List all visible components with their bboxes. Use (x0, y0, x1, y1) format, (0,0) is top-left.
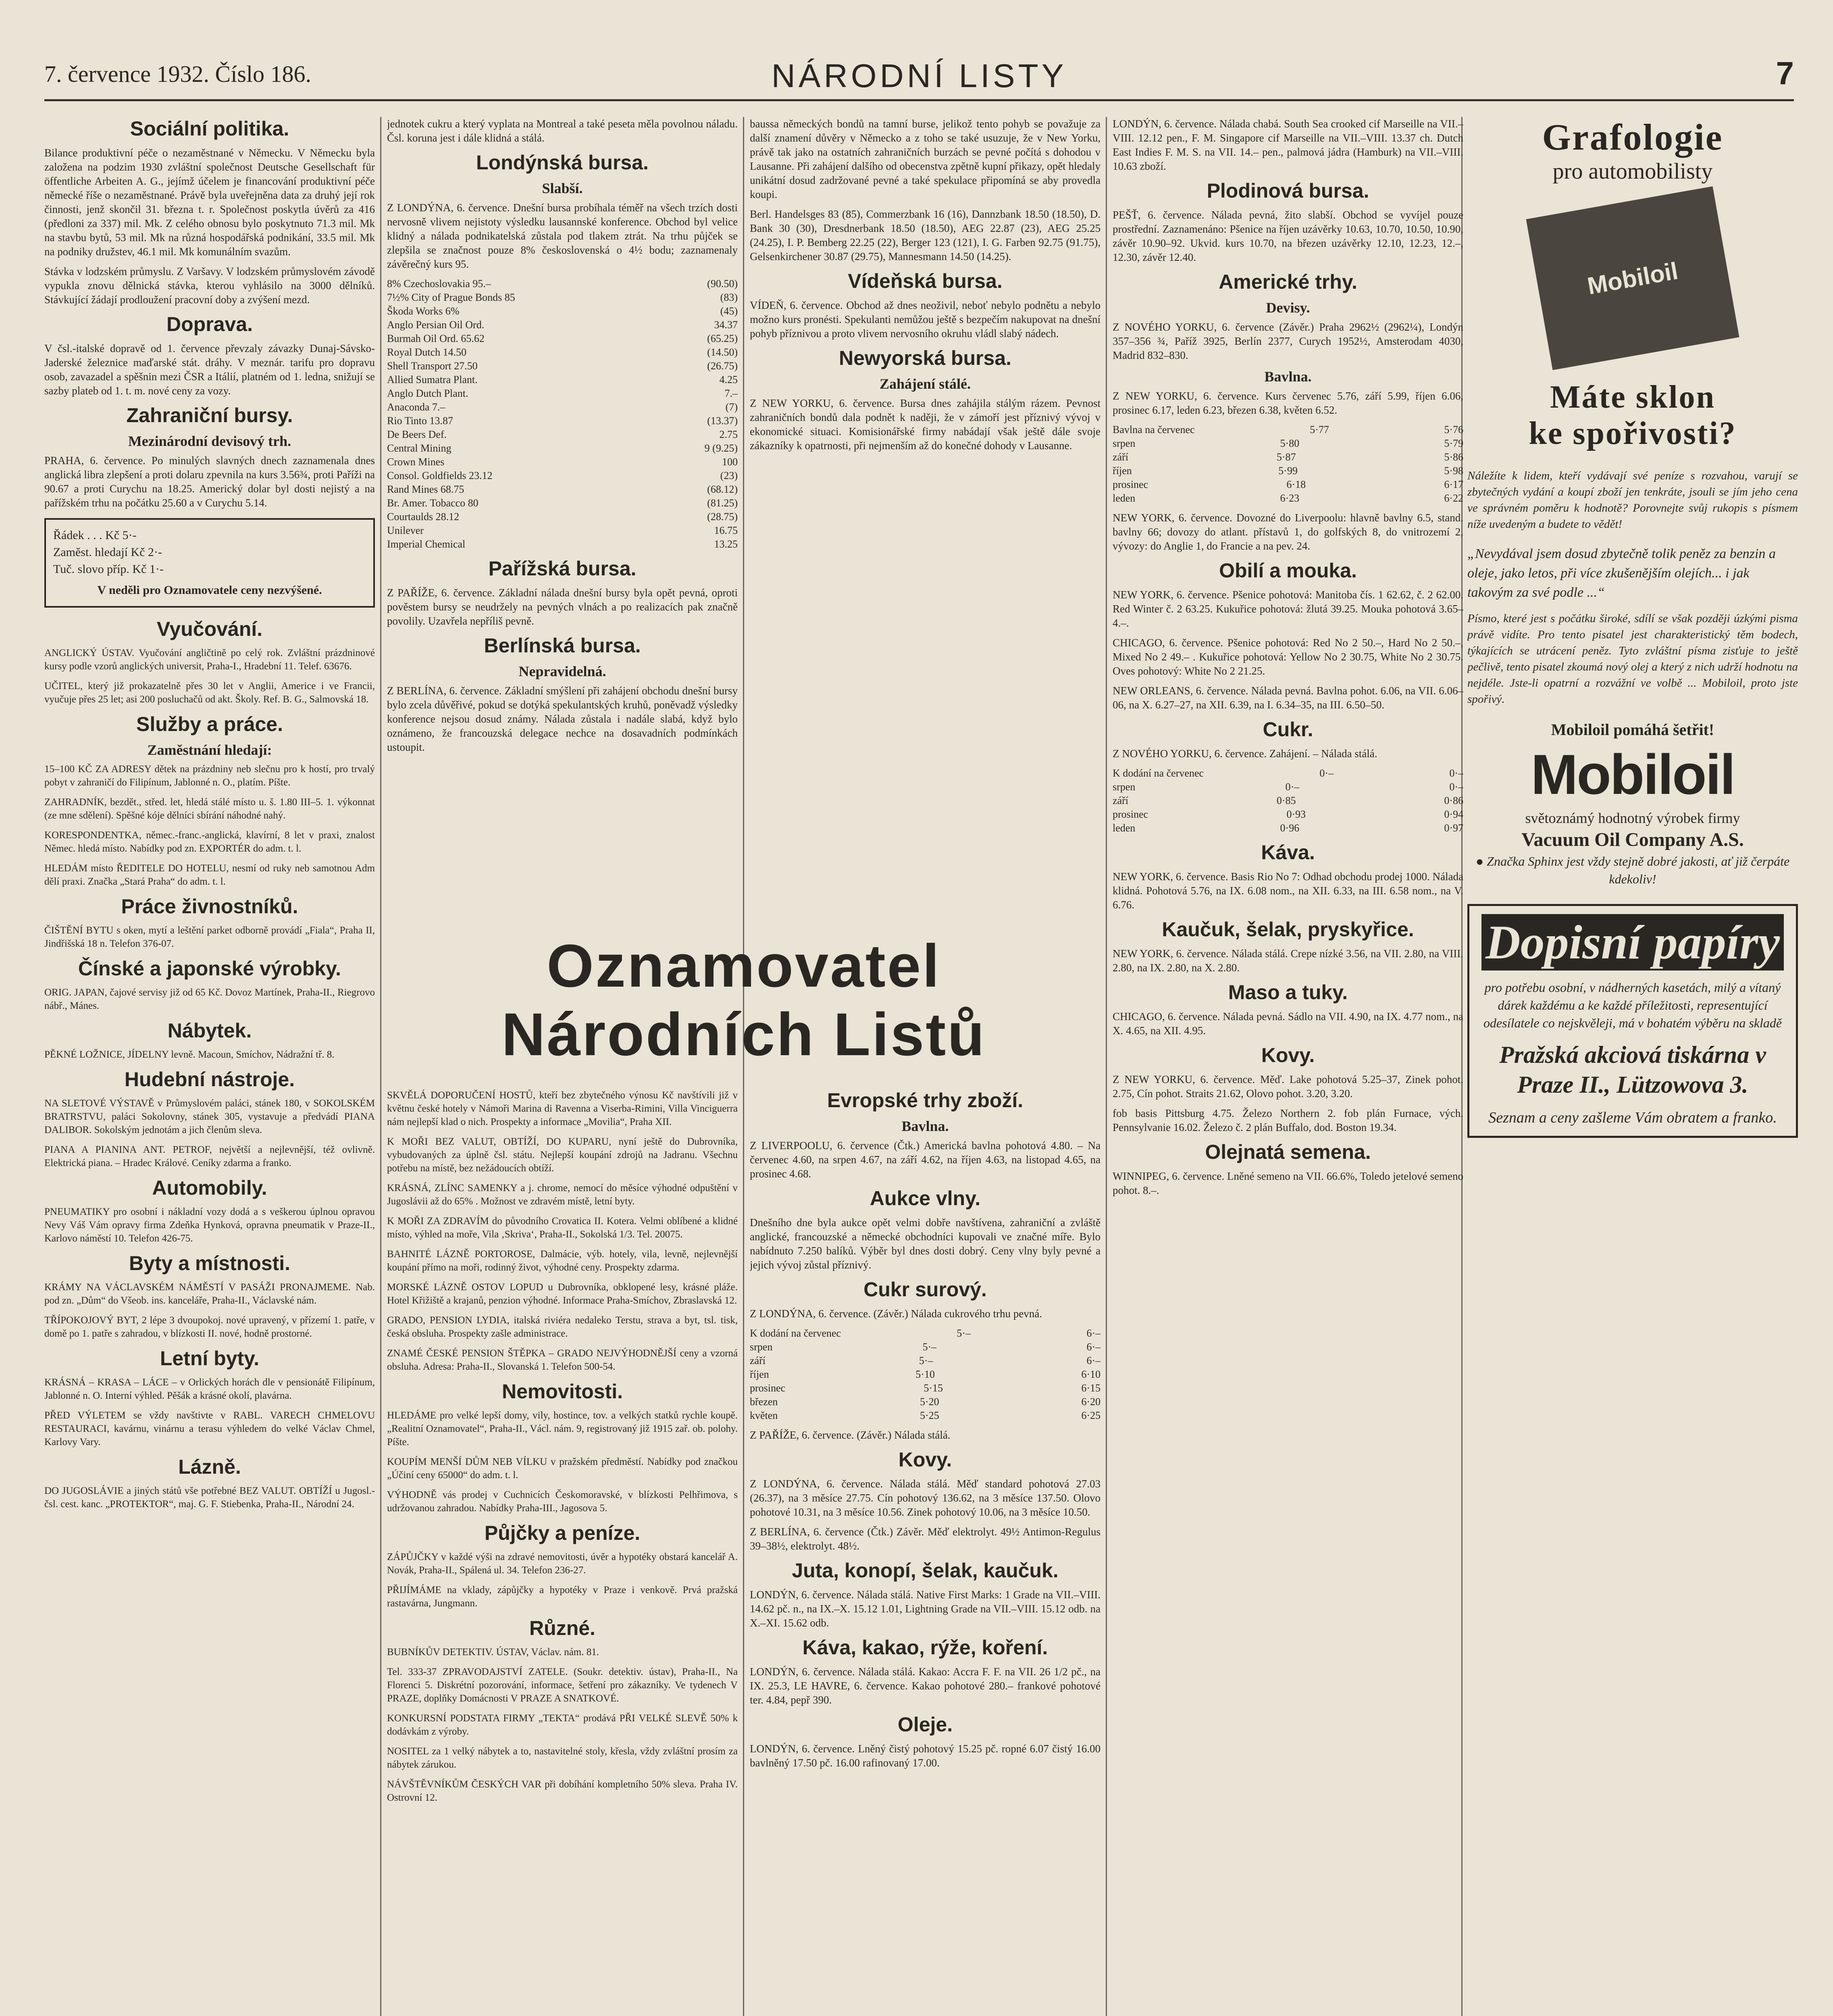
table-cell: květen (750, 1410, 778, 1421)
table-cell: 16.75 (714, 525, 738, 536)
section-heading: Obilí a mouka. (1219, 559, 1357, 582)
table-cell: leden (1113, 492, 1136, 504)
table-cell: (45) (720, 305, 738, 317)
table-row (387, 277, 738, 291)
mobiloil-logo (1467, 744, 1798, 805)
table-row (387, 346, 738, 359)
savings-ad (1467, 379, 1798, 452)
ad-rates-box (44, 518, 375, 608)
table-cell: Anaconda 7.– (387, 401, 445, 413)
issue-date: 7. července 1932. Číslo 186. (44, 61, 312, 87)
section-heading: Kovy. (898, 1448, 952, 1471)
table-row (387, 428, 738, 442)
table-row (387, 483, 738, 496)
classified-ad: BAHNITÉ LÁZNĚ PORTOROSE, Dalmácie, výb. hotely, vila, levně, nejlevnější koupání přímo na moři, rodinný život, výhodné ceny. Prospekty zdarma. (387, 1249, 738, 1273)
article-paragraph: Z PAŘÍŽE, 6. července. (Závěr.) Nálada stálá. (750, 1429, 951, 1441)
rate-line: Zaměst. hledají Kč 2·- (53, 546, 162, 559)
article-paragraph: Z PAŘÍŽE, 6. července. Základní nálada dnešní bursy byla opět pevná, oproti pověstem bursy se neudržely na pevných vlnách a po realizacích pak značně povolily. Uzavřela nepříliš pevně. (387, 587, 738, 627)
table-cell: 6·23 (1280, 492, 1300, 504)
classified-ad: KOUPÍM MENŠÍ DŮM NEB VÍLKU v pražském předměstí. Nabídky pod značkou „Účiní ceny 65000“ do adm. t. l. (387, 1456, 738, 1481)
table-cell: 100 (722, 456, 738, 468)
table-cell: Br. Amer. Tobacco 80 (387, 497, 479, 509)
table-cell: 7½% City of Prague Bonds 85 (387, 292, 515, 303)
table-cell: Bavlna na červenec (1113, 424, 1195, 435)
table-cell: Imperial Chemical (387, 538, 466, 550)
column-3-markets (750, 1089, 1101, 2016)
table-cell: 5·77 (1310, 424, 1329, 435)
classified-ad: Tel. 333-37 ZPRAVODAJSTVÍ ZATELE. (Soukr. detektiv. ústav), Praha-II., Na Florenci 5. Diskrétní pozorování, informace, šetření pro zákazníky. Ve tydenech V PRAZE, doplňky Domácnosti V PRAZE A SNATKOVÉ. (387, 1666, 738, 1704)
rate-note: V neděli pro Oznamovatele ceny nezvýšené. (97, 583, 322, 597)
table-row (1113, 808, 1463, 821)
classified-ad: 15–100 KČ ZA ADRESY dětek na prázdniny neb slečnu pro k hostí, pro trvalý pobyt v zahraničí do Filipínum, Jablonné n. O., platím. Píšte. (44, 764, 375, 788)
classified-ad: K MOŘI ZA ZDRAVÍM do původního Crovatica II. Kotera. Velmi oblíbené a klidné místo, výhled na moře, Vila ‚Skriva‘, Praha-II., Sokolská 1/3. Tel. 20075. (387, 1216, 738, 1240)
table-cell: Crown Mines (387, 456, 445, 468)
dopisni-text: pro potřebu osobní, v nádherných kasetách, milý a vítaný dárek každému a ke každé příležitosti, representující odesílatele co nejskvěleji, má v bohatém výběru na skladě (1483, 980, 1782, 1030)
section-heading: Letní byty. (160, 1347, 260, 1370)
classified-ad: ČIŠTĚNÍ BYTU s oken, mytí a leštění parket odborně provádí „Fiala“, Praha II, Jindřišská 18 n. Telefon 376-07. (44, 925, 375, 949)
table-cell: prosinec (750, 1382, 786, 1394)
table-row (387, 414, 738, 428)
article-paragraph: baussa německých bondů na tamní burse, jelikož tento pohyb se považuje za další znamení důvěry v Německo a z toho se také usuzuje, že v New Yorku, právě tak jako na ostatních zahraničních burzách se pevné počítá s dohodou v Lausanne. Při zahájení dalšího od obecenstva zpětně kupní přikazy, opět hledaly unikátní dosud zadržované pevné a také spekulace připomíná se aby provedla koupi. (750, 118, 1101, 200)
section-heading: Káva, kakao, rýže, koření. (802, 1636, 1048, 1659)
article-paragraph: Z NOVÉHO YORKU, 6. července. Zahájení. – Nálada stálá. (1113, 748, 1377, 760)
table-cell: Anglo Dutch Plant. (387, 387, 468, 399)
savings-title: Máte sklon (1550, 379, 1715, 415)
classified-ad: NÁVŠTĚVNÍKŮM ČESKÝCH VAR při dobíhání kompletního 50% sleva. Praha IV. Ostrovní 12. (387, 1779, 738, 1803)
classified-ad: ANGLICKÝ ÚSTAV. Vyučování angličtině po celý rok. Zvláštní prázdninové kursy podle vzorů anglických universit, Praha-I., Hradební 11. Telef. 63676. (44, 648, 375, 672)
section-heading: Vyučování. (156, 618, 263, 640)
table-row (387, 359, 738, 373)
table-row (1113, 780, 1463, 794)
table-cell: (13.37) (707, 415, 738, 427)
table-cell: březen (750, 1396, 778, 1408)
subheading: Devisy. (1266, 300, 1310, 316)
section-heading: Pařížská bursa. (488, 557, 637, 580)
table-row (750, 1395, 1101, 1409)
section-heading: Čínské a japonské výrobky. (78, 957, 341, 980)
dopisni-papiry-ad (1467, 904, 1798, 1138)
quote-table (1113, 423, 1463, 505)
table-cell: Allied Sumatra Plant. (387, 374, 478, 385)
table-cell: 5·80 (1280, 437, 1300, 449)
table-cell: K dodání na červenec (1113, 767, 1204, 779)
article-paragraph: Dnešního dne byla aukce opět velmi dobře navštívena, zahraniční a zvláště anglické, francouzské a německé obchodníci kupovali ve značné míře. Bylo nabídnuto 7.250 balíků. Výběr byl dnes dosti dobrý. Ceny vlny byly pevné a jejich vývoj zůstal příznivý. (750, 1216, 1101, 1271)
table-row (750, 1409, 1101, 1422)
table-cell: 5·86 (1444, 451, 1463, 463)
grafologie-ad (1467, 117, 1798, 185)
article-paragraph: NEW YORK, 6. července. Dovozné do Liverpoolu: hlavně bavlny 6.5, stand. bavlny 66; dovozy do atlant. přístavů 1, do golfských 8, do vnitrozemí 2, vývozy: do Anglie 1, do Francie a na pev. 24. (1113, 512, 1463, 552)
article-paragraph: Z LIVERPOOLU, 6. července (Čtk.) Americká bavlna pohotová 4.80. – Na červenec 4.60, na srpen 4.67, na září 4.62, na říjen 4.63, na listopad 4.65, na prosinec 4.68. (750, 1139, 1101, 1180)
table-row (750, 1354, 1101, 1368)
table-cell: (26.75) (707, 360, 738, 372)
section-heading: Evropské trhy zboží. (827, 1089, 1024, 1112)
classified-ad: PIANA A PIANINA ANT. PETROF, největší a nejlevnější, též ovlivně. Elektrická piana. – Hradec Králové. Ceníky zdarma a franko. (44, 1144, 375, 1168)
subheading: Zaměstnání hledají: (147, 742, 272, 758)
graphology-analysis: Písmo, které jest s počátku široké, sdílí se však později úzkými pisma právě vidíte. Pro tento pisatel jest charakteristický těm bodech, týkajících se utrácení peněz. Tyto zvláštní písma zisťuje to ještě pečlivě, tento pisatel zkoumá nový olej a který z nich udrží hodnotu na nejdéle. Jste-li opatrní a rozvážní ve volbě ... Mobiloil, proto jste spořivý. (1467, 612, 1798, 706)
article-paragraph: V čsl.-italské dopravě od 1. července převzaly závazky Dunaj-Sávsko-Jaderské železnice maďarské stát. dráhy. V meznár. tarifu pro dopravu osob, zavazadel a spěšnin mezi ČSR a Itálií, platném od 1. ledna, snižují se sazby plateb od 1. t. m. nové ceny za vozy. (44, 342, 375, 397)
classified-ad: GRADO, PENSION LYDIA, italská riviéra nedaleko Terstu, strava a byt, tsl. tisk, česká obsluha. Prospekty zašle administrace. (387, 1315, 738, 1339)
article-paragraph: fob basis Pittsburg 4.75. Železo Northern 2. fob plán Furnace, vých. Pennsylvanie 16.02. Železo č. 2 plán Buffalo, dod. Boston 19.34. (1113, 1107, 1463, 1133)
table-row (387, 496, 738, 510)
table-cell: 6·25 (1081, 1410, 1101, 1421)
table-cell: Burmah Oil Ord. 65.62 (387, 333, 485, 344)
section-heading: Nemovitosti. (501, 1380, 623, 1403)
table-row (387, 318, 738, 332)
table-cell: prosinec (1113, 808, 1148, 820)
column-2-classifieds (387, 1089, 738, 2016)
classified-ad: ORIG. JAPAN, čajové servisy již od 65 Kč. Dovoz Martínek, Praha-II., Riegrovo nábř., Mánes. (44, 987, 375, 1011)
grafologie-subtitle: pro automobilisty (1552, 159, 1713, 184)
table-row (387, 524, 738, 537)
classified-ad: HLEDÁME pro velké lepší domy, vily, hostince, tov. a velkých statků rychle koupě. „Realitní Oznamovatel“, Praha-II., Václ. nám. 9, registrovaný již 1915 zař. ob. polohy. Píšte. (387, 1410, 738, 1447)
table-cell: 5·10 (915, 1368, 935, 1380)
classified-ad: HLEDÁM místo ŘEDITELE DO HOTELU, nesmí od ruky neb samotnou Adm dělí praxi. Značka „Stará Praha“ do adm. t. l. (44, 863, 375, 887)
article-paragraph: Z BERLÍNA, 6. července (Čtk.) Závěr. Měď elektrolyt. 49½ Antimon-Regulus 39–38½, elektrolyt. 48½. (750, 1526, 1101, 1552)
rate-line: Řádek . . . Kč 5·- (53, 529, 137, 542)
section-heading: Lázně. (178, 1456, 241, 1478)
table-cell: říjen (1113, 465, 1132, 477)
table-row (750, 1327, 1101, 1340)
article-paragraph: Stávka v lodzském průmyslu. Z Varšavy. V lodzském průmyslovém závodě vypukla znovu dělnická stávka, kterou vyhlásilo na 3000 dělníků. Stávkující žádají prodloužení pracovní doby a zvýšení mezd. (44, 265, 375, 306)
article-paragraph: CHICAGO, 6. července. Nálada pevná. Sádlo na VII. 4.90, na IX. 4.77 nom., na X. 4.65, na XII. 4.95. (1113, 1010, 1463, 1037)
table-cell: Unilever (387, 525, 424, 536)
table-cell: 6·10 (1081, 1368, 1101, 1380)
table-row (387, 373, 738, 387)
classified-ad: SKVĚLÁ DOPORUČENÍ HOSTŮ, kteří bez zbytečného výnosu Kč navštívili již v květnu české hotely v Námoři Marina di Ravenna a Viserba-Rimini, Villa Vinciguerra nám nejlepší klad o nich. Prospekty a informace „Movilia“, Praha XII. (387, 1090, 738, 1127)
table-cell: 5·– (957, 1327, 971, 1339)
section-heading: Byty a místnosti. (129, 1252, 291, 1275)
article-paragraph: Z NEW YORKU, 6. července. Bursa dnes zahájila stálým rázem. Pevnost zahraničních bondů dala podnět k naději, že v zámoří jest příznivý vývoj v ekonomické situaci. Komisionářské firmy nabádají však ještě dále svoje zákazníky k opatrnosti, při nejmenším až do konečné dohody v Lausanne. (750, 397, 1101, 452)
section-heading: Plodinová bursa. (1207, 179, 1369, 202)
tiskarna-name: Pražská akciová tiskárna v Praze II., Lützowova 3. (1499, 1041, 1766, 1098)
table-cell: 5·20 (920, 1396, 939, 1408)
article-paragraph: Z NEW YORKU, 6. července. Měď. Lake pohotová 5.25–37, Zinek pohot. 2.75, Cín pohot. Straits 21.62, Olovo pohot. 3.20, 3.20. (1113, 1073, 1463, 1100)
article-paragraph: Z LONDÝNA, 6. července. Dnešní bursa probíhala téměř na všech trzích dosti nervosně vlivem nejistoty výsledku lausannské konference. Obchod byl velice klidný a nálada podnikatelská zůstala pod tlakem ztrát. Na trhu půjček se zlepšila se značnost pouze 8% československá o 4½ bodu; zaznamenaly závěrečný kurs 95. (387, 202, 738, 270)
table-row (750, 1381, 1101, 1395)
page-number: 7 (1776, 55, 1794, 91)
table-row (387, 304, 738, 318)
classified-ad: KRÁMY NA VÁCLAVSKÉM NÁMĚSTÍ V PASÁŽI PRONAJMEME. Nab. pod zn. „Dům“ do Všeob. ins. kanceláře, Praha-II., Václavské nám. (44, 1282, 375, 1306)
table-cell: (81.25) (707, 497, 738, 509)
section-heading: Sociální politika. (130, 117, 289, 140)
table-row (1113, 464, 1463, 478)
table-row (1113, 437, 1463, 450)
table-cell: (28.75) (707, 511, 738, 523)
section-heading: Olejnatá semena. (1205, 1141, 1371, 1163)
section-heading: Automobily. (152, 1177, 267, 1199)
article-paragraph: LONDÝN, 6. července. Lněný čistý pohotový 15.25 pč. ropné 6.07 čistý 16.00 bavlněný 17.50 pč. 16.00 rafinovaný 17.00. (750, 1743, 1101, 1769)
table-cell: 5·25 (920, 1410, 939, 1421)
article-paragraph: PEŠŤ, 6. července. Nálada pevná, žito slabší. Obchod se vyvíjel pouze prostřední. Zaznamenáno: Pšenice na říjen uzávěrky 10.63, 10.70, 10.50, 10.90, závěr 10.90–92. Ukvid. kurs 10.70, na březen uzávěrky 12.10, 12.23, 12.–, 12.30, závěr 12.40. (1113, 209, 1463, 263)
table-cell: 0·85 (1276, 795, 1296, 806)
table-row (387, 537, 738, 551)
table-cell: 6·– (1086, 1355, 1101, 1366)
table-cell: září (1113, 795, 1128, 806)
section-heading: Kaučuk, šelak, pryskyřice. (1162, 918, 1414, 941)
article-paragraph: LONDÝN, 6. července. Nálada stálá. Native First Marks: 1 Grade na VII.–VIII. 14.62 pč. n., na IX.–X. 15.12 1.01, Lightning Grade na VII.–VIII. 15.12 odb. na X.–XI. 15.62 odb. (750, 1589, 1101, 1629)
classified-ad: MORSKÉ LÁZNĚ OSTOV LOPUD u Dubrovníka, obklopené lesy, krásné pláže. Hotel Křižiště a krajanů, penzion výhodné. Informace Praha-Smíchov, Zbraslavská 12. (387, 1282, 738, 1306)
classified-ad: TŘÍPOKOJOVÝ BYT, 2 lépe 3 dvoupokoj. nové upravený, v přízemí 1. patře, v domě po 1. patře s zahradou, v blízkosti II. nové, hodně prostorné. (44, 1315, 375, 1339)
table-row (750, 1340, 1101, 1354)
table-cell: Rio Tinto 13.87 (387, 415, 454, 427)
table-row (750, 1368, 1101, 1381)
table-cell: (65.25) (707, 333, 738, 344)
handwriting-sample: „Nevydával jsem dosud zbytečně tolik peněz za benzin a oleje, jako letos, při více zkušenějším olejích... i jak takovým za své podle ...“ (1467, 546, 1776, 600)
seznam-text: Seznam a ceny zašleme Vám obratem a franko. (1488, 1109, 1777, 1126)
table-cell: Rand Mines 68.75 (387, 483, 464, 495)
classified-ad: ZAHRADNÍK, bezdět., střed. let, hledá stálé místo u. š. 1.80 III–5. 1. výkonnat (ze mne sdělení). Spěšné kóje dělníci sbírání náhodné nahý. (44, 797, 375, 821)
table-cell: leden (1113, 822, 1136, 834)
table-cell: 5·99 (1278, 465, 1298, 477)
table-cell: 5·– (919, 1355, 933, 1366)
savings-text: Náležíte k lidem, kteří vydávají své peníze s rozvahou, varují se zbytečných vydání a koupí zboží jen tenkráte, jsouli se jím jeho cena ve správném poměru k hodnotě? Porovnejte svůj rukopis s písmem níže uvedeným a budete to vědět! (1467, 469, 1798, 531)
oznamovatel-banner (387, 931, 1101, 1077)
table-cell: 5·15 (924, 1382, 943, 1394)
quote-table (1113, 766, 1463, 835)
table-row (1113, 821, 1463, 835)
section-heading: Juta, konopí, šelak, kaučuk. (792, 1559, 1059, 1582)
table-cell: 0·93 (1286, 808, 1306, 820)
section-heading: Cukr surový. (863, 1278, 987, 1301)
section-heading: Aukce vlny. (870, 1187, 981, 1210)
rate-line: Tuč. slovo příp. Kč 1·- (53, 562, 164, 576)
table-row (387, 510, 738, 524)
article-paragraph: Z NEW YORKU, 6. července. Kurs červenec 5.76, září 5.99, říjen 6.06, prosinec 6.17, leden 6.23, březen 6.38, květen 6.52. (1113, 390, 1463, 416)
article-paragraph: WINNIPEG, 6. července. Lněné semeno na VII. 66.6%, Toledo jetelové semeno pohot. 8.–. (1113, 1170, 1463, 1196)
column-2 (387, 117, 738, 923)
section-heading: Služby a práce. (136, 713, 283, 735)
article-paragraph: Berl. Handelsges 83 (85), Commerzbank 16 (16), Dannzbank 18.50 (18.50), D. Bank 30 (30), Dresdnerbank 18.50 (18.50), AEG 22.87 (23), AEG 25.25 (24.25), I. P. Bemberg 22.25 (22), Berger 123 (121), I. G. Farben 92.75 (91.75), Gelsenkirchener 30.87 (29.75), Mannesmann 14.50 (14.25). (750, 208, 1101, 262)
article-paragraph: VÍDEŇ, 6. července. Obchod až dnes neoživil, neboť nebylo podnětu a nebylo možno kurs pronésti. Spekulanti nemůžou ještě s bezpečím nakupovat na dnešní pohyb příznivou a proto vlivem nervosního okruhu vládl slabý nádech. (750, 299, 1101, 339)
article-paragraph: jednotek cukru a který vyplata na Montreal a také peseta měla povolnou náladu. Čsl. koruna jest i dále klidná a stálá. (387, 118, 738, 144)
table-cell: (68.12) (707, 483, 738, 495)
table-cell: 6·– (1086, 1327, 1101, 1339)
article-paragraph: NEW YORK, 6. července. Nálada stálá. Crepe nízké 3.56, na VII. 2.80, na VIII. 2.80, na IX. 2.80, na X. 2.80. (1113, 948, 1463, 974)
table-cell: 6·20 (1081, 1396, 1101, 1408)
table-cell: 6·18 (1286, 479, 1306, 490)
table-cell: září (1113, 451, 1128, 463)
section-heading: Americké trhy. (1219, 271, 1357, 293)
subheading: Slabší. (542, 180, 583, 196)
table-row (387, 455, 738, 469)
section-heading: Berlínská bursa. (484, 634, 641, 657)
table-cell: Consol. Goldfields 23.12 (387, 470, 493, 481)
table-cell: 7.– (724, 387, 738, 399)
classified-ad: PŘED VÝLETEM se vždy navštivte v RABL. VARECH CHMELOVU RESTAURACI, kavárnu, vinárnu a terasu výhledem do velké Václav Chmel, Karlovy Vary. (44, 1410, 375, 1447)
table-row (1113, 794, 1463, 808)
section-heading: Nábytek. (167, 1019, 252, 1042)
vacuum-oil-block: světoznámý hodnotný výrobek firmy Vacuum Oil Company A.S. ● Značka Sphinx jest vždy stejně dobré jakosti, ať již čerpáte kdekoliv! (1475, 810, 1790, 886)
table-cell: 6·17 (1444, 479, 1463, 490)
table-cell: 8% Czechoslovakia 95.– (387, 278, 491, 289)
dopisni-title: Dopisní papíry (1481, 914, 1784, 971)
table-cell: 0·86 (1444, 795, 1463, 806)
article-paragraph: Z NOVÉHO YORKU, 6. července (Závěr.) Praha 2962½ (2962¼), Londýn 357–356 ¾, Paříž 3925, Berlín 2377, Curych 1952½, Amsterodam 4030, Madrid 832–830. (1113, 321, 1463, 361)
oil-can-illustration: Mobiloil (1526, 186, 1739, 370)
article-paragraph: NEW YORK, 6. července. Pšenice pohotová: Manitoba čís. 1 62.62, č. 2 62.00. Red Winter č. 2 63.25. Kukuřice pohotová: žlutá 39.25. Mouka pohotová 3.65–4.–. (1113, 589, 1463, 629)
masthead (44, 55, 1794, 94)
mobiloil-wordmark: Mobiloil (1531, 743, 1735, 806)
article-paragraph: LONDÝN, 6. července. Nálada stálá. Kakao: Accra F. F. na VII. 26 1/2 pč., na IX. 25.3, LE HAVRE, 6. července. Kakao pohotové 280.– frankové pohotové ter. 4.84, pepř 390. (750, 1666, 1101, 1706)
table-cell: (90.50) (707, 278, 738, 289)
table-cell: 0·– (1285, 781, 1300, 793)
table-cell: 13.25 (714, 538, 738, 550)
quote-table (387, 277, 738, 551)
table-cell: 0·96 (1280, 822, 1300, 834)
grafologie-title: Grafologie (1542, 117, 1723, 158)
table-row (387, 469, 738, 483)
classified-ad: PĚKNÉ LOŽNICE, JÍDELNY levně. Macoun, Smíchov, Nádražní tř. 8. (44, 1049, 335, 1060)
table-cell: (7) (725, 401, 738, 413)
table-cell: 5·76 (1444, 424, 1463, 435)
table-cell: De Beers Def. (387, 429, 447, 440)
classified-ad: ZNAMÉ ČESKÉ PENSION ŠTĚPKA – GRADO NEJVÝHODNĚJŠÍ ceny a vzorná obsluha. Adresa: Praha-II., Slovanská 1. Telefon 500-54. (387, 1348, 738, 1372)
table-cell: (83) (720, 292, 738, 303)
table-cell: 0·94 (1444, 808, 1463, 820)
subheading: Nepravidelná. (518, 663, 606, 679)
table-cell: 0·– (1319, 767, 1334, 779)
table-cell: 0·– (1449, 767, 1463, 779)
table-cell: (14.50) (707, 346, 738, 358)
classified-ad: NA SLETOVÉ VÝSTAVĚ v Průmyslovém paláci, stánek 180, v SOKOLSKÉM BRATRSTVU, paláci Sokolovny, stánek 305, vystavuje a předvádí PIANA DALIBOR. Sokolským jednotám a jich členům sleva. (44, 1098, 375, 1135)
article-paragraph: PRAHA, 6. července. Po minulých slavných dnech zaznamenala dnes anglická libra zlepšení a proti dolaru zpevnila na kurs 3.56¾, proti Paříži na 90.67 a proti Curychu na 18.25. Americký dolar byl dosti nejistý a na pařížském trhu na počátku 25.60 a v Curychu 5.14. (44, 454, 375, 509)
classified-ad: KRÁSNÁ, ZLÍNC SAMENKY a j. chrome, nemocí do měsíce výhodné odpuštění v Jugoslávii až do 65% . Možnost ve zdravém místě, letní byty. (387, 1183, 738, 1207)
table-cell: K dodání na červenec (750, 1327, 841, 1339)
section-heading: Vídeňská bursa. (848, 270, 1003, 292)
newspaper-title: NÁRODNÍ LISTY (771, 58, 1067, 94)
column-divider (380, 117, 381, 2016)
subheading: Zahájení stálé. (879, 376, 971, 392)
classified-ad: DO JUGOSLÁVIE a jiných států vše potřebné BEZ VALUT. OBTÍŽÍ u Jugosl.-čsl. cest. kanc. „PROTEKTOR“, maj. G. F. Stiebenka, Praha-II., Národní 24. (44, 1485, 375, 1510)
section-heading: Půjčky a peníze. (484, 1522, 641, 1544)
table-row (387, 332, 738, 346)
classified-ad: PNEUMATIKY pro osobní i nákladní vozy dodá a s veškerou úplnou opravou Nevy Váš Vám opravy firma Zdeňka Hynková, opravna pneumatik v Praze-II., Karlovo náměstí 10. Telefon 426-75. (44, 1206, 375, 1244)
banner-line: Národních Listů (501, 1000, 986, 1068)
classified-ad: K MOŘI BEZ VALUT, OBTÍŽÍ, DO KUPARU, nyní ještě do Dubrovníka, vybudovaných za úplně čsl. státu. Nejlepší koupání zdrojů na Jadranu. Všechnu potřebu na místě, bez nežádoucích obtíží. (387, 1136, 738, 1174)
classified-ad: ZÁPŮJČKY v každé výši na zdravé nemovitosti, úvěr a hypotéky obstará kancelář A. Novák, Praha-II., Spálená ul. 34. Telefon 236-27. (387, 1552, 738, 1576)
classified-ad: KONKURSNÍ PODSTATA FIRMY „TEKTA“ prodává PŘI VELKÉ SLEVĚ 50% k dodávkám z výroby. (387, 1713, 738, 1737)
table-cell: 5·– (922, 1341, 937, 1353)
section-heading: Doprava. (166, 313, 253, 335)
table-row (387, 442, 738, 455)
classified-ad: PŘIJÍMÁME na vklady, zápůjčky a hypotéky v Praze i venkově. Prvá pražská rastavárna, Jungmann. (387, 1585, 738, 1609)
subheading: Bavlna. (901, 1118, 949, 1134)
article-paragraph: Bilance produktivní péče o nezaměstnané v Německu. V Německu byla založena na podzim 1930 zvláštní společnost Deutsche Gesellschaft für öffentliche Arbeiten A. G., jejímž účelem je financování produktivní péče německé říše o nezaměstnané. Právě byla uveřejněna data za druhý její rok činnosti, jenž skončil 31. března t. r. Společnost poskytla úvěrů za 416 (předloni za 337) mil. Mk. Z celého obnosu bylo poskytnuto 71.3 mil. Mk na stavbu bytů, 53 mil. Mk na různá hospodářská podnikání, 33.5 mil. Mk na podniky družstev, 46.1 mil. Mk komunálním svazům. (44, 147, 375, 258)
table-cell: 6·22 (1444, 492, 1463, 504)
table-cell: 6·– (1086, 1341, 1101, 1353)
section-heading: Cukr. (1263, 718, 1313, 741)
table-row (1113, 492, 1463, 505)
table-cell: Škoda Works 6% (387, 305, 460, 317)
table-row (387, 291, 738, 304)
column-5-advert (1467, 117, 1798, 2016)
table-cell: Anglo Persian Oil Ord. (387, 319, 485, 331)
section-heading: Hudební nástroje. (124, 1068, 295, 1091)
table-cell: 5·87 (1276, 451, 1296, 463)
table-cell: říjen (750, 1368, 769, 1380)
column-4 (1113, 117, 1463, 2016)
savings-title-2: ke spořivosti? (1529, 416, 1737, 451)
masthead-rule (44, 99, 1794, 101)
table-row (387, 400, 738, 414)
table-cell: 5·98 (1444, 465, 1463, 477)
table-cell: srpen (1113, 781, 1136, 793)
table-cell: srpen (1113, 437, 1136, 449)
table-cell: Central Mining (387, 442, 451, 454)
article-paragraph: NEW YORK, 6. července. Basis Rio No 7: Odhad obchodu prodej 1000. Nálada klidná. Pohotová 5.76, na IX. 6.08 nom., na XII. 6.33, na III. 6.58 nom., na V. 6.76. (1113, 871, 1463, 911)
table-cell: (23) (720, 470, 738, 481)
article-paragraph: LONDÝN, 6. července. Nálada chabá. South Sea crooked cif Marseille na VII.–VIII. 12.12 pen., F. M. Singapore cif Marseille na VII.–VIII. 13.37 ch. Dutch East Indies F. M. S. na VII. 14.– pen., palmová jádra (Hamburk) na VII.–VIII. 10.63 zboží. (1113, 118, 1463, 172)
table-cell: září (750, 1355, 766, 1366)
classified-ad: VÝHODNĚ vás prodej v Cuchnicích Českomoravské, v blízkosti Pelhřimova, s udržovanou zahradou. Nabídky Praha-III., Jagosova 5. (387, 1489, 738, 1514)
column-divider (1106, 117, 1107, 2016)
table-cell: 2.75 (719, 429, 738, 440)
section-heading: Zahraniční bursy. (126, 404, 293, 427)
table-row (1113, 478, 1463, 492)
classified-ad: NOSITEL za 1 velký nábytek a to, nastavitelné stoly, křesla, vždy zvláštní prosím za nábytek zárukou. (387, 1746, 738, 1770)
mobiloil-note: Mobiloil pomáhá šetřit! (1551, 721, 1714, 739)
article-paragraph: Z LONDÝNA, 6. července. (Závěr.) Nálada cukrového trhu pevná. (750, 1308, 1042, 1320)
table-row (387, 387, 738, 400)
table-row (1113, 423, 1463, 437)
table-cell: 5·79 (1444, 437, 1463, 449)
section-heading: Oleje. (897, 1713, 953, 1736)
article-paragraph: NEW ORLEANS, 6. července. Nálada pevná. Bavlna pohot. 6.06, na VII. 6.06–06, na X. 6.27–27, na XII. 6.39, na I. 6.34–35, na III. 6.50–50. (1113, 685, 1463, 711)
classified-ad: BUBNÍKŮV DETEKTIV. ÚSTAV, Václav. nám. 81. (387, 1647, 599, 1658)
article-paragraph: Z BERLÍNA, 6. července. Základní smýšlení při zahájení obchodu dnešní bursy bylo zcela důvěřivé, pokud se dotýká spekulantských kruhů, poněvadž výsledky konference nejsou dosud známy. Nálada zůstala i nadále slabá, když bylo oznámeno, že francouzská delegace nechce na dosavadních podmínkách ustoupit. (387, 685, 738, 753)
table-cell: Shell Transport 27.50 (387, 360, 478, 372)
table-cell: 0·97 (1444, 822, 1463, 834)
table-cell: Courtaulds 28.12 (387, 511, 460, 523)
table-cell: 6·15 (1081, 1382, 1101, 1394)
article-paragraph: CHICAGO, 6. července. Pšenice pohotová: Red No 2 50.–, Hard No 2 50.–, Mixed No 2 49.– . Kukuřice pohotová: Yellow No 2 30.75, White No 2 30.75. Oves pohotový: White No 2 21.25. (1113, 637, 1463, 677)
classified-ad: KRÁSNÁ – KRASA – LÁCE – v Orlických horách dle v pensionátě Filipínum, Jablonné n. O. Interní výhled. Pěšák a krásné okolí, plavárna. (44, 1377, 375, 1401)
classified-ad: KORESPONDENTKA, němec.-franc.-anglická, klavírní, 8 let v praxi, znalost Němec. hledá místo. Nabídky pod zn. EXPORTÉR do adm. t. l. (44, 830, 375, 854)
subheading: Bavlna. (1264, 369, 1312, 385)
article-paragraph: Z LONDÝNA, 6. července. Nálada stálá. Měď standard pohotová 27.03 (26.37), na 3 měsíce 27.75. Cín pohotový 136.62, na 3 měsíce 137.50. Olovo pohotové 10.31, na 3 měsíce 10.56. Zinek pohotový 10.06, na 3 měsíce 10.50. (750, 1478, 1101, 1518)
table-cell: 34.37 (714, 319, 738, 331)
table-cell: 0·– (1449, 781, 1463, 793)
section-heading: Londýnská bursa. (476, 151, 649, 174)
table-row (1113, 450, 1463, 464)
section-heading: Káva. (1261, 841, 1315, 864)
section-heading: Newyorská bursa. (839, 347, 1011, 369)
subheading: Mezinárodní devisový trh. (128, 433, 291, 449)
section-heading: Kovy. (1261, 1044, 1315, 1066)
classified-ad: UČITEL, který již prokazatelně přes 30 let v Anglii, Americe i ve Francii, vyučuje přes 25 let; asi 200 posluchačů od akt. Školy. Ref. B. G., Salmovská 18. (44, 681, 375, 705)
column-1 (44, 117, 375, 2016)
column-3 (750, 117, 1101, 923)
section-heading: Různé. (529, 1617, 595, 1639)
table-cell: prosinec (1113, 479, 1148, 490)
section-heading: Práce živnostníků. (121, 895, 298, 918)
table-row (1113, 766, 1463, 780)
section-heading: Maso a tuky. (1228, 981, 1348, 1004)
quote-table (750, 1327, 1101, 1422)
banner-line: Oznamovatel (547, 932, 941, 1000)
table-cell: srpen (750, 1341, 773, 1353)
table-cell: Royal Dutch 14.50 (387, 346, 467, 358)
table-cell: 9 (9.25) (704, 442, 738, 454)
table-cell: 4.25 (719, 374, 738, 385)
